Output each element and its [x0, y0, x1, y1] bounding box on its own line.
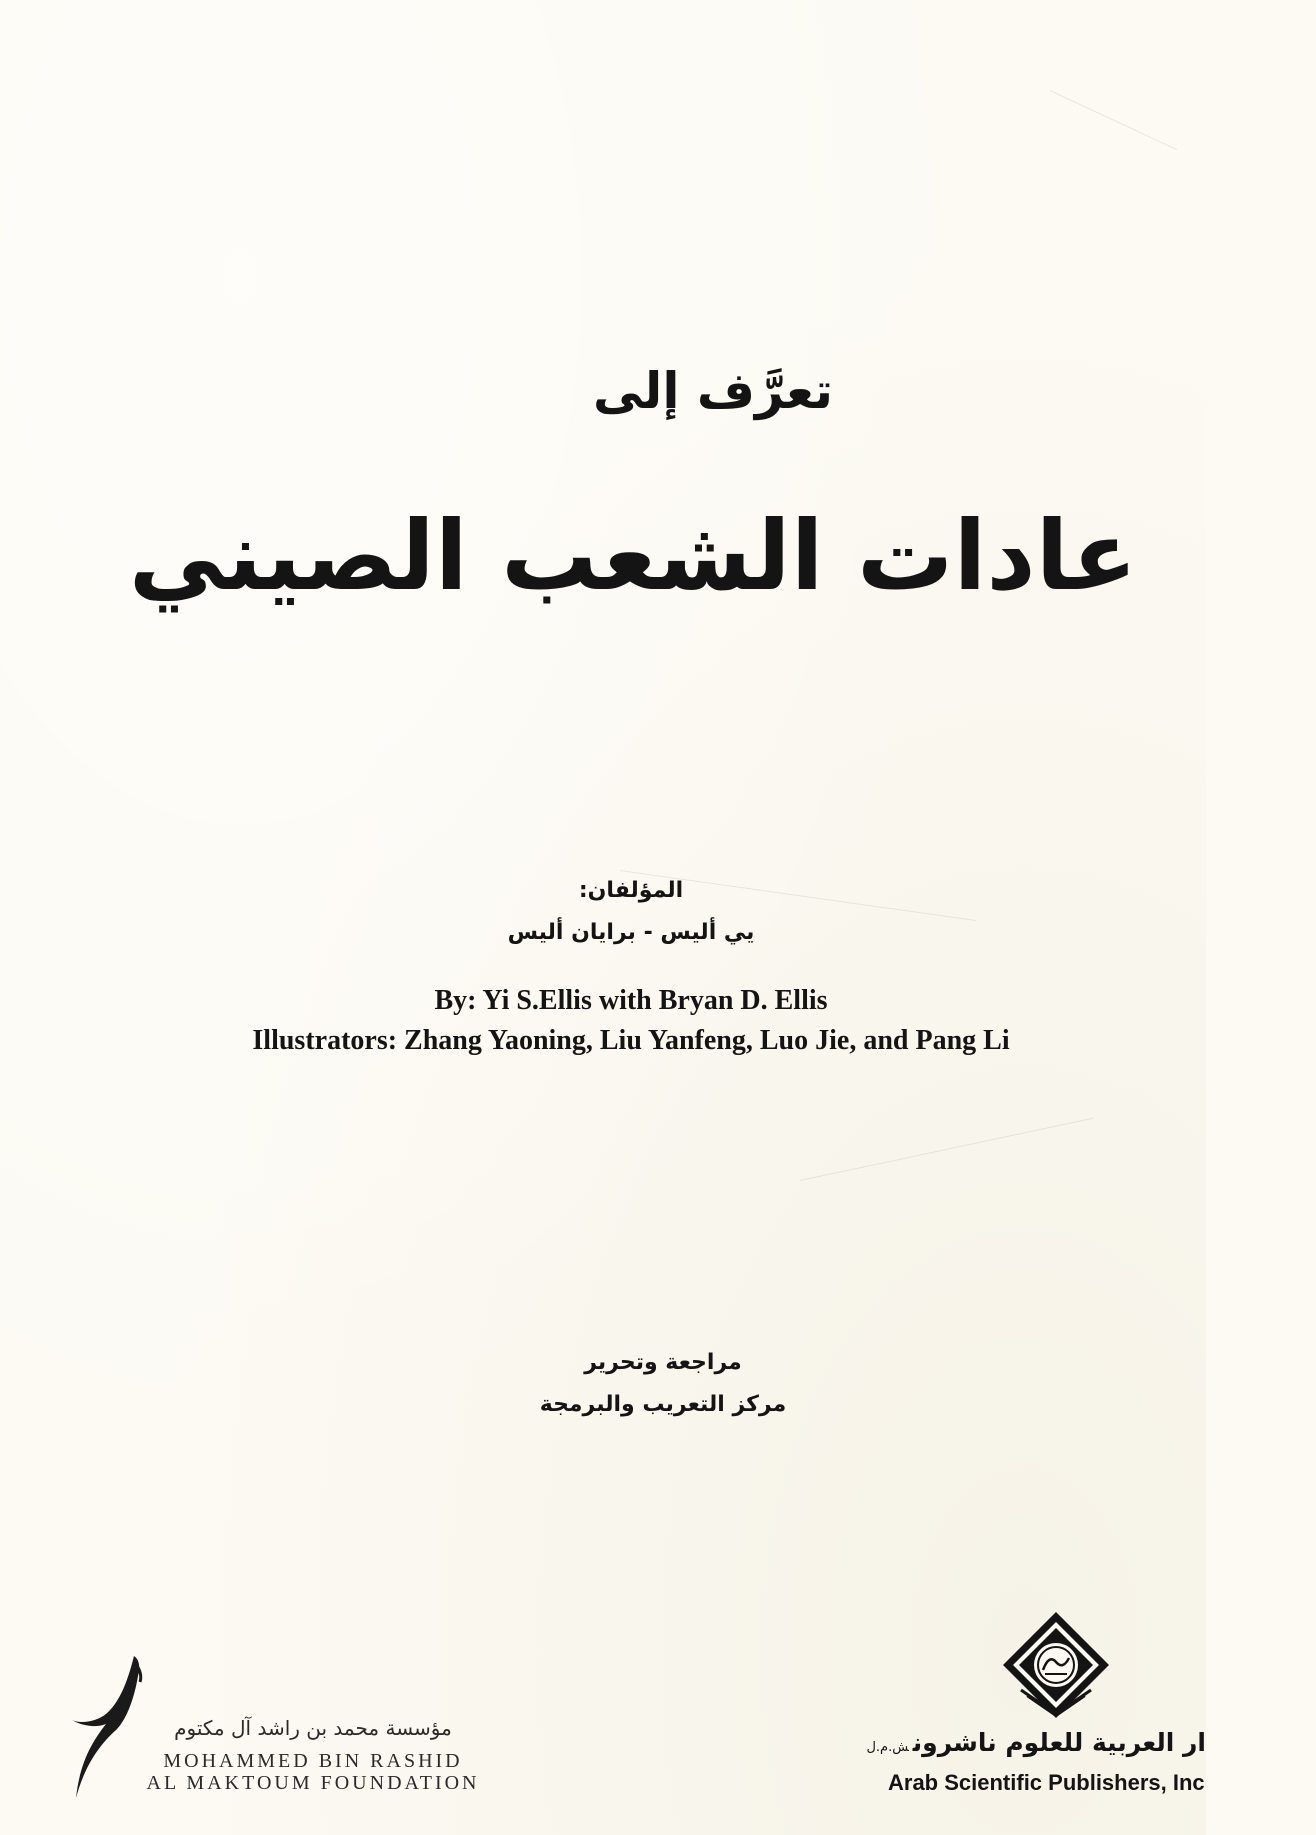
book-title-arabic: عادات الشعب الصيني [128, 500, 1138, 612]
foundation-name-english-line2: AL MAKTOUM FOUNDATION [146, 1772, 480, 1794]
publisher-logo-block [866, 1610, 1206, 1810]
paper-crease [1050, 90, 1177, 150]
foundation-name-english-line1: MOHAMMED BIN RASHID [163, 1750, 463, 1772]
publisher-name-arabic [866, 1728, 1206, 1757]
paper-crease [800, 1118, 1094, 1181]
book-subtitle-arabic: تعرَّف إلى [592, 362, 834, 420]
authors-english: By: Yi S.Ellis with Bryan D. Ellis [434, 985, 828, 1016]
publisher-logo-icon [1001, 1610, 1111, 1720]
foundation-logo-block [62, 1650, 480, 1800]
publisher-company-suffix: ش.م.ل [866, 1740, 909, 1755]
illustrators-english: Illustrators: Zhang Yaoning, Liu Yanfeng, Luo Jie, and Pang Li [252, 1025, 1010, 1056]
publisher-name-english: Arab Scientific Publishers, Inc [888, 1770, 1205, 1795]
authors-names-arabic: يي أليس - برايان أليس [507, 920, 755, 945]
publisher-name-arabic-text: ار العربية للعلوم ناشرون [912, 1728, 1206, 1757]
authors-label-arabic: المؤلفان: [578, 878, 684, 903]
foundation-name-arabic: مؤسسة محمد بن راشد آل مكتوم [174, 1716, 452, 1740]
review-center-arabic: مركز التعريب والبرمجة [539, 1392, 787, 1417]
review-label-arabic: مراجعة وتحرير [584, 1350, 742, 1375]
